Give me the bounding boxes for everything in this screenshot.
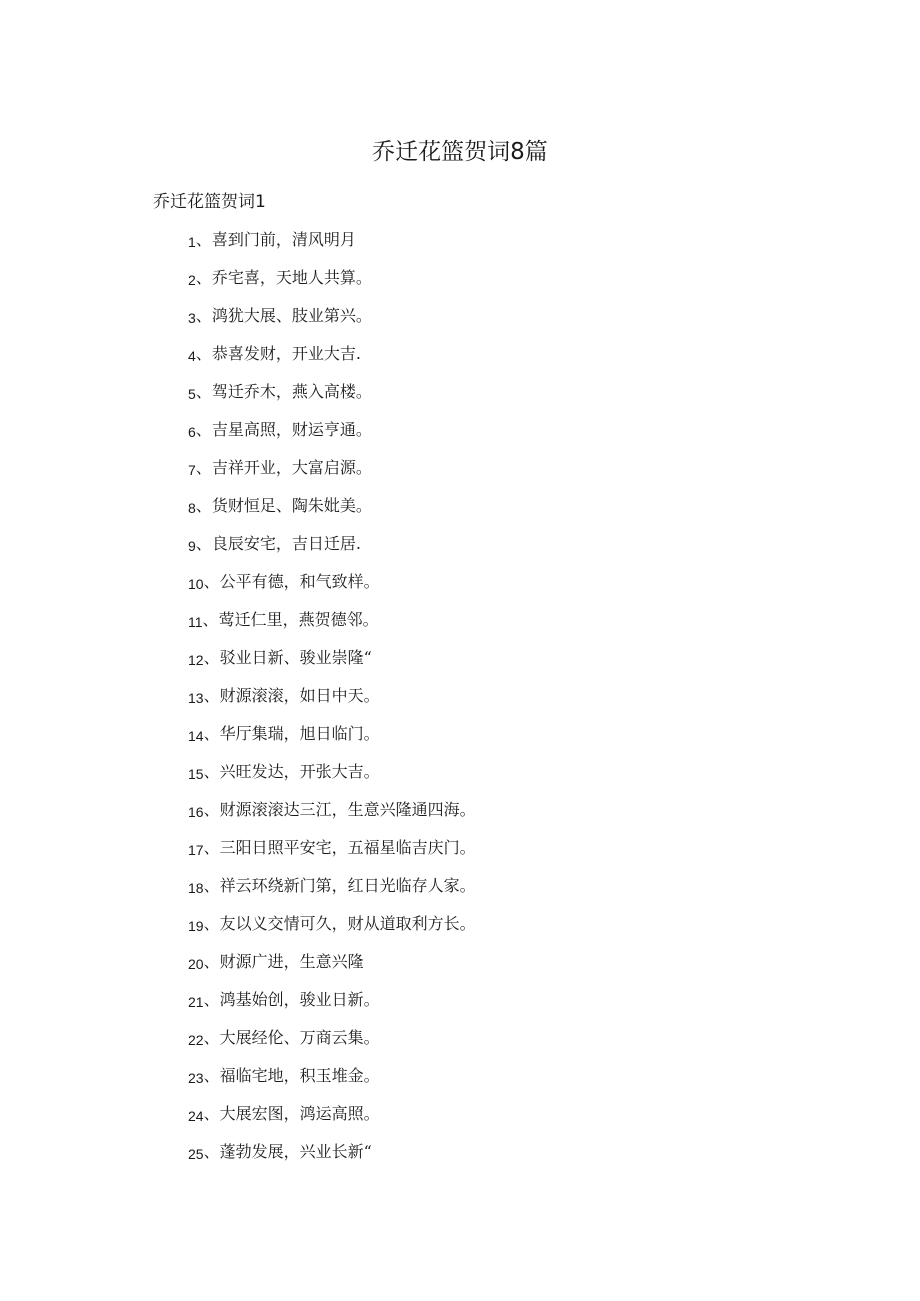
list-item-text: 良辰安宅，吉日迁居.	[211, 534, 361, 553]
list-item-separator: 、	[203, 648, 220, 667]
list-item	[188, 609, 476, 647]
greeting-list	[188, 229, 476, 1179]
list-item-number: 23	[188, 1070, 204, 1086]
list-item-number: 3	[188, 310, 196, 326]
list-item-text: 财源滚滚达三江，生意兴隆通四海。	[219, 800, 476, 819]
list-item	[188, 1065, 476, 1103]
list-item-number: 4	[188, 348, 196, 364]
list-item-separator: 、	[203, 762, 220, 781]
list-item-number: 22	[188, 1032, 204, 1048]
list-item-separator: 、	[203, 990, 220, 1009]
list-item	[188, 989, 476, 1027]
list-item-separator: 、	[195, 420, 212, 439]
list-item-number: 15	[188, 766, 204, 782]
list-item	[188, 533, 476, 571]
list-item-number: 5	[188, 386, 196, 402]
section-heading: 乔迁花篮贺词1	[153, 192, 266, 212]
list-item-number: 8	[188, 500, 196, 516]
list-item-number: 1	[188, 234, 196, 250]
list-item-separator: 、	[195, 382, 212, 401]
list-item-number: 12	[188, 652, 204, 668]
list-item-separator: 、	[203, 1142, 220, 1161]
list-item-separator: 、	[203, 876, 220, 895]
list-item-separator: 、	[203, 838, 220, 857]
list-item	[188, 571, 476, 609]
list-item-number: 7	[188, 462, 196, 478]
list-item-text: 蓬勃发展，兴业长新“	[219, 1142, 372, 1161]
list-item-separator: 、	[203, 914, 220, 933]
list-item-separator: 、	[203, 724, 220, 743]
list-item-text: 驳业日新、骏业崇隆“	[219, 648, 372, 667]
list-item-text: 恭喜发财，开业大吉.	[211, 344, 361, 363]
list-item	[188, 229, 476, 267]
list-item	[188, 1103, 476, 1141]
list-item-text: 华厅集瑞，旭日临门。	[219, 724, 380, 743]
list-item-separator: 、	[195, 534, 212, 553]
list-item-text: 驾迁乔木，燕入高楼。	[211, 382, 372, 401]
list-item	[188, 685, 476, 723]
list-item-separator: 、	[203, 800, 220, 819]
list-item	[188, 875, 476, 913]
list-item	[188, 419, 476, 457]
list-item-number: 25	[188, 1146, 204, 1162]
list-item-text: 财源滚滚，如日中天。	[219, 686, 380, 705]
list-item	[188, 837, 476, 875]
list-item-separator: 、	[203, 572, 220, 591]
list-item	[188, 1141, 476, 1179]
list-item-text: 大展宏图，鸿运高照。	[219, 1104, 380, 1123]
list-item-number: 9	[188, 538, 196, 554]
list-item-number: 18	[188, 880, 204, 896]
list-item-separator: 、	[203, 952, 220, 971]
list-item-text: 货财恒足、陶朱妣美。	[211, 496, 372, 515]
list-item-number: 10	[188, 576, 204, 592]
list-item-text: 喜到门前，清风明月	[211, 230, 356, 249]
list-item-text: 祥云环绕新门第，红日光临存人家。	[219, 876, 476, 895]
list-item-separator: 、	[195, 344, 212, 363]
list-item-separator: 、	[195, 496, 212, 515]
list-item-number: 2	[188, 272, 196, 288]
list-item-separator: 、	[203, 1104, 220, 1123]
list-item	[188, 343, 476, 381]
list-item-separator: 、	[195, 268, 212, 287]
list-item-text: 三阳日照平安宅，五福星临吉庆门。	[219, 838, 476, 857]
list-item	[188, 799, 476, 837]
list-item-text: 福临宅地，积玉堆金。	[219, 1066, 380, 1085]
list-item-number: 21	[188, 994, 204, 1010]
list-item-number: 17	[188, 842, 204, 858]
list-item-text: 公平有德，和气致样。	[219, 572, 380, 591]
list-item	[188, 913, 476, 951]
list-item-text: 莺迁仁里，燕贺德邻。	[218, 610, 379, 629]
document-title: 乔迁花篮贺词8篇	[372, 139, 548, 165]
list-item	[188, 647, 476, 685]
list-item	[188, 305, 476, 343]
list-item-text: 吉祥开业，大富启源。	[211, 458, 372, 477]
list-item-number: 24	[188, 1108, 204, 1124]
list-item-text: 大展经伦、万商云集。	[219, 1028, 380, 1047]
list-item-text: 兴旺发达，开张大吉。	[219, 762, 380, 781]
list-item	[188, 381, 476, 419]
list-item-number: 6	[188, 424, 196, 440]
list-item	[188, 267, 476, 305]
list-item-separator: 、	[195, 306, 212, 325]
list-item-text: 财源广进，生意兴隆	[219, 952, 364, 971]
list-item-text: 乔宅喜，天地人共算。	[211, 268, 372, 287]
list-item	[188, 1027, 476, 1065]
list-item	[188, 761, 476, 799]
list-item-number: 14	[188, 728, 204, 744]
list-item-number: 19	[188, 918, 204, 934]
list-item-number: 13	[188, 690, 204, 706]
list-item	[188, 723, 476, 761]
list-item-text: 吉星高照，财运亨通。	[211, 420, 372, 439]
list-item-text: 鸿基始创，骏业日新。	[219, 990, 380, 1009]
list-item-text: 鸿犹大展、肢业第兴。	[211, 306, 372, 325]
list-item-separator: 、	[195, 458, 212, 477]
list-item	[188, 495, 476, 533]
list-item-number: 16	[188, 804, 204, 820]
list-item-separator: 、	[203, 686, 220, 705]
list-item-separator: 、	[202, 610, 219, 629]
list-item-separator: 、	[195, 230, 212, 249]
list-item-text: 友以义交情可久，财从道取利方长。	[219, 914, 476, 933]
list-item-number: 20	[188, 956, 204, 972]
list-item	[188, 951, 476, 989]
list-item-number: 11	[188, 614, 203, 630]
list-item-separator: 、	[203, 1066, 220, 1085]
list-item	[188, 457, 476, 495]
list-item-separator: 、	[203, 1028, 220, 1047]
